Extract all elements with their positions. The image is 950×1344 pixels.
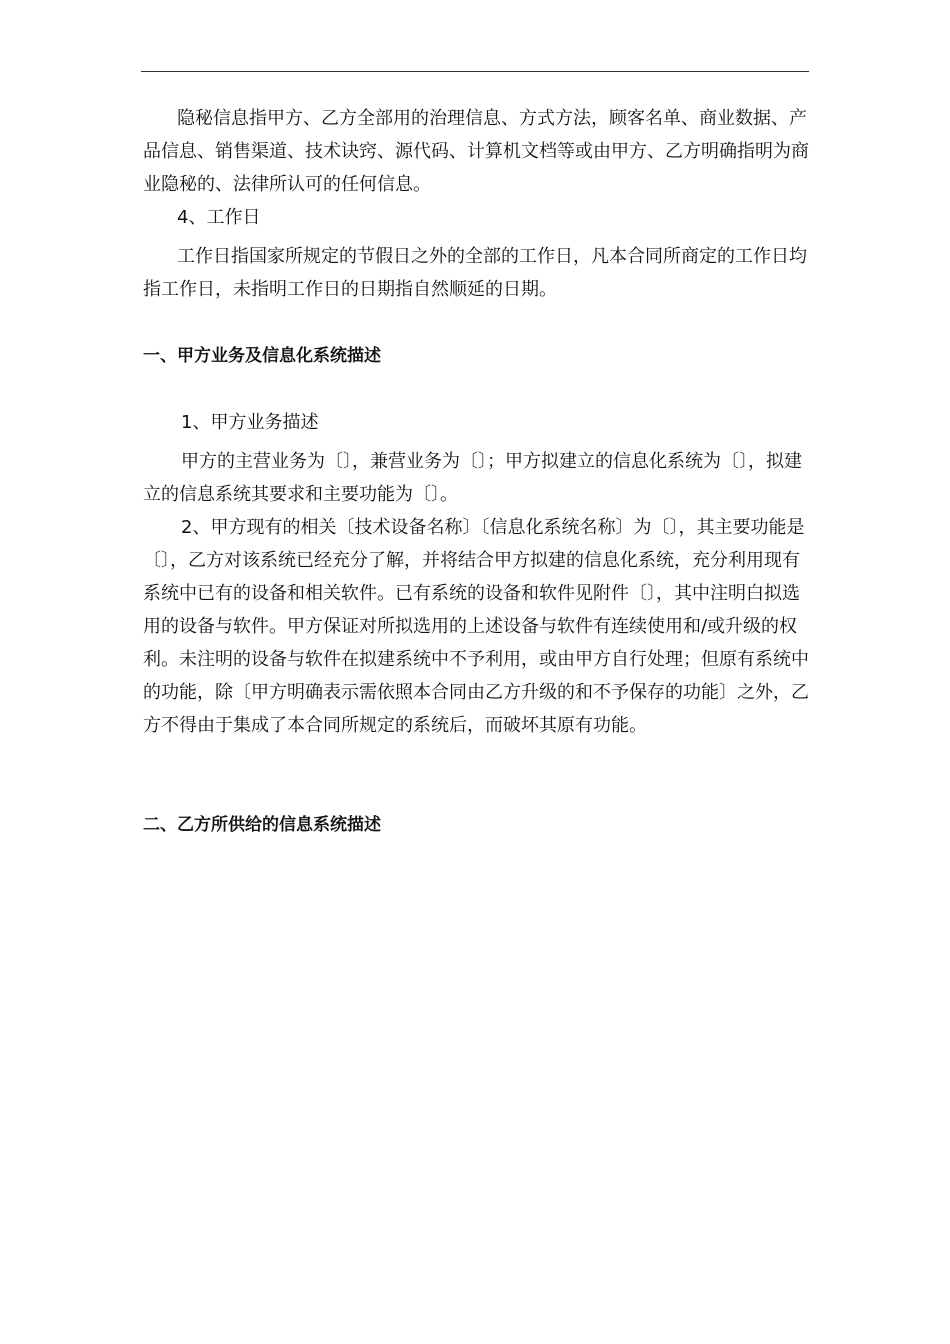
header-rule — [141, 71, 809, 72]
workday-title: 4、工作日 — [177, 207, 261, 228]
paragraph-business-description: 甲方的主营业务为〔〕，兼营业务为〔〕；甲方拟建立的信息化系统为〔〕，拟建立的信息系统其要求和主要功能为〔〕。 — [143, 451, 802, 505]
subsection-title-1: 1、甲方业务描述 — [181, 412, 319, 433]
section-heading-1: 一、甲方业务及信息化系统描述 — [143, 346, 381, 366]
paragraph-confidential-info: 隐秘信息指甲方、乙方全部用的治理信息、方式方法，顾客名单、商业数据、产品信息、销售渠道、技术诀窍、源代码、计算机文档等或由甲方、乙方明确指明为商业隐秘的、法律所认可的任何信息。 — [143, 108, 809, 195]
paragraph-existing-systems: 2、甲方现有的相关〔技术设备名称〕〔信息化系统名称〕为〔〕，其主要功能是〔〕，乙方对该系统已经充分了解，并将结合甲方拟建的信息化系统，充分利用现有系统中已有的设备和相关软件。已有系统的设备和软件见附件〔〕，其中注明白拟选用的设备与软件。甲方保证对所拟选用的上述设备与软件有连续使用和/或升级的权利。未注明的设备与软件在拟建系统中不予利用，或由甲方自行处理；但原有系统中的功能，除〔甲方明确表示需依照本合同由乙方升级的和不予保存的功能〕之外，乙方不得由于集成了本合同所规定的系统后，而破坏其原有功能。 — [143, 517, 809, 736]
paragraph-workday-definition: 工作日指国家所规定的节假日之外的全部的工作日，凡本合同所商定的工作日均指工作日，未指明工作日的日期指自然顺延的日期。 — [143, 246, 807, 300]
section-heading-2: 二、乙方所供给的信息系统描述 — [143, 815, 381, 835]
